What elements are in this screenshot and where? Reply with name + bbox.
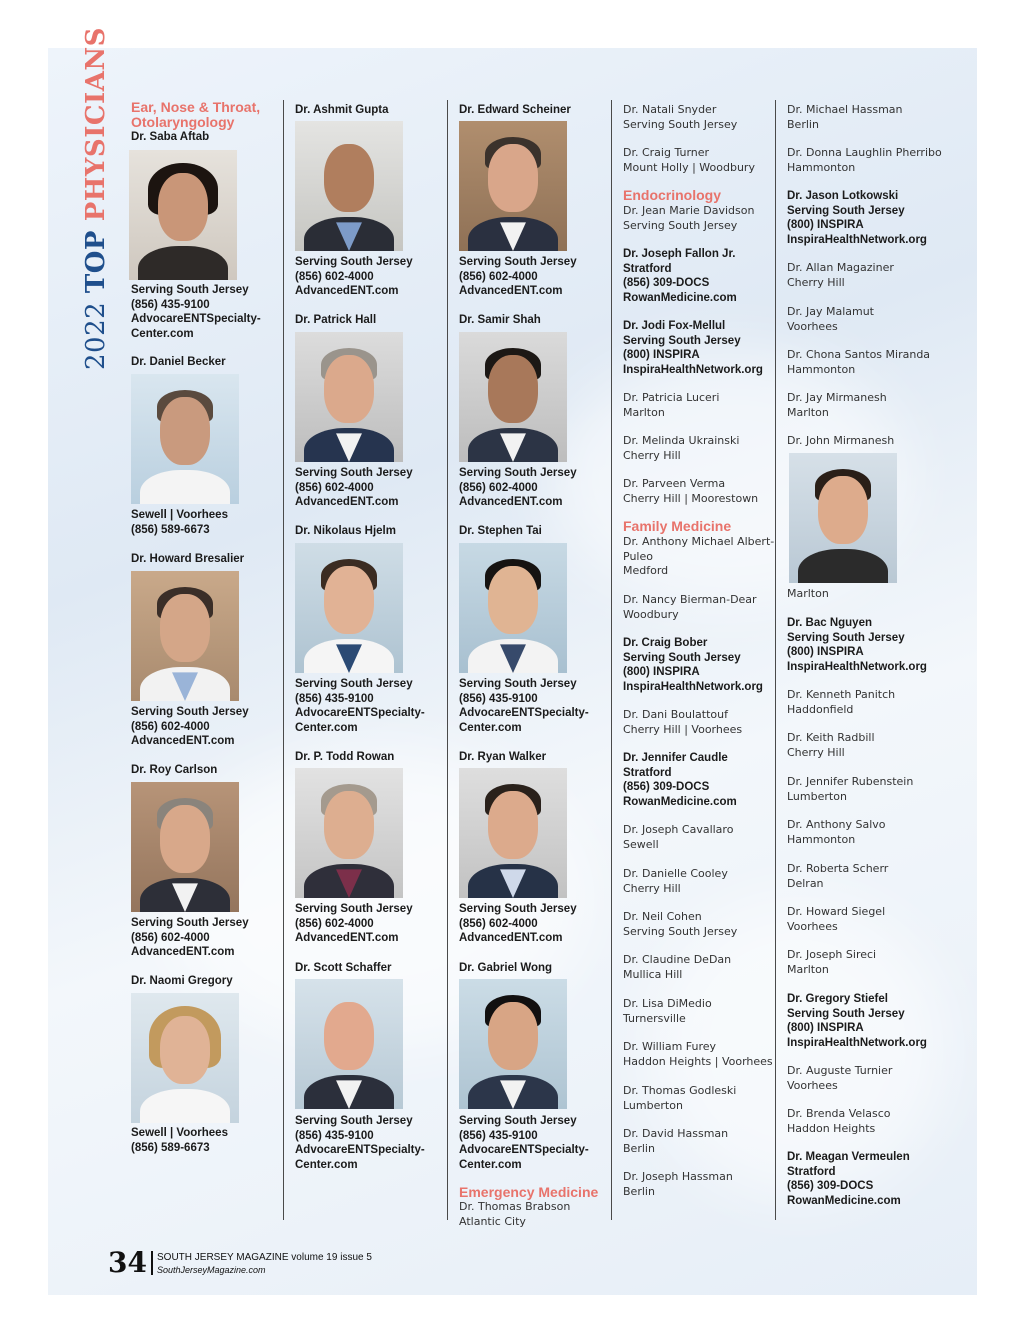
footer-url: SouthJerseyMagazine.com: [157, 1265, 266, 1275]
physician-name: Dr. Saba Aftab: [131, 131, 210, 143]
physician-photo: [131, 993, 239, 1123]
physician-entry: Dr. Roberta Scherr Delran: [787, 862, 889, 890]
physician-details: Serving South Jersey (856) 602-4000 AdvancedENT.com: [459, 467, 577, 508]
physician-entry: Dr. Claudine DeDan Mullica Hill: [623, 953, 732, 981]
physician-entry: Dr. Dani Boulattouf Cherry Hill | Voorhees: [623, 708, 743, 736]
physician-photo: [459, 543, 567, 673]
specialty-heading-ent: Ear, Nose & Throat, Otolaryngology: [131, 99, 261, 130]
physician-entry: [459, 961, 614, 976]
physician-entry: Dr. Auguste Turnier Voorhees: [787, 1064, 893, 1092]
physician-photo: [295, 332, 403, 462]
physician-details: Serving South Jersey (856) 435-9100 AdvocareENTSpecialty- Center.com: [131, 284, 261, 340]
physician-entry: Dr. Donna Laughlin Pherribo Hammonton: [787, 146, 942, 174]
physician-name: Dr. Samir Shah: [459, 314, 541, 326]
physician-entry: Dr. Thomas Godleski Lumberton: [623, 1084, 737, 1112]
physician-entry: Dr. Brenda Velasco Haddon Heights: [787, 1107, 891, 1135]
physician-details: Serving South Jersey (856) 435-9100 AdvocareENTSpecialty- Center.com: [295, 1115, 425, 1171]
physician-photo: [295, 768, 403, 898]
physician-entry: [131, 974, 286, 989]
physician-entry: Dr. David Hassman Berlin: [623, 1127, 729, 1155]
physician-entry: Dr. Craig Bober Serving South Jersey (800) INSPIRA InspiraHealthNetwork.org: [623, 637, 763, 693]
physician-entry: Dr. Chona Santos Miranda Hammonton: [787, 348, 931, 376]
physician-entry: [787, 434, 942, 449]
physician-details: Marlton: [787, 587, 829, 600]
physician-name: Dr. Daniel Becker: [131, 356, 226, 368]
physician-entry: Dr. Jennifer Caudle Stratford (856) 309-DOCS RowanMedicine.com: [623, 752, 737, 808]
physician-photo: [129, 150, 237, 280]
physician-entry: Dr. Nancy Bierman-Dear Woodbury: [623, 593, 757, 621]
physician-details: Serving South Jersey (856) 602-4000 AdvancedENT.com: [459, 256, 577, 297]
footer-divider: [151, 1251, 153, 1275]
physician-entry: Dr. Melinda Ukrainski Cherry Hill: [623, 434, 740, 462]
specialty-heading-emergency: Emergency Medicine: [459, 1184, 599, 1200]
physician-photo: [459, 121, 567, 251]
physician-name: Dr. Scott Schaffer: [295, 962, 392, 974]
page-number: 34: [108, 1246, 147, 1279]
physician-entry: Dr. Joseph Fallon Jr. Stratford (856) 309-DOCS RowanMedicine.com: [623, 248, 737, 304]
physician-entry: [295, 313, 450, 328]
physician-name: Dr. P. Todd Rowan: [295, 751, 395, 763]
physician-photo: [295, 121, 403, 251]
physician-photo: [131, 782, 239, 912]
physician-entry: Dr. Danielle Cooley Cherry Hill: [623, 867, 728, 895]
physician-details: Serving South Jersey (856) 602-4000 AdvancedENT.com: [295, 903, 413, 944]
physician-name: Dr. Stephen Tai: [459, 525, 542, 537]
physician-entry: Dr. William Furey Haddon Heights | Voorhees: [623, 1040, 773, 1068]
physician-name: Dr. Ryan Walker: [459, 751, 547, 763]
physician-entry: Dr. Jean Marie Davidson Serving South Jersey: [623, 204, 755, 232]
physician-photo: [789, 453, 897, 583]
physician-entry: Dr. Jason Lotkowski Serving South Jersey (800) INSPIRA InspiraHealthNetwork.org: [787, 190, 927, 246]
physician-details: Serving South Jersey (856) 602-4000 AdvancedENT.com: [131, 706, 249, 747]
physician-entry: Dr. Lisa DiMedio Turnersville: [623, 997, 712, 1025]
physician-entry: Dr. Gregory Stiefel Serving South Jersey (800) INSPIRA InspiraHealthNetwork.org: [787, 993, 927, 1049]
physician-entry: [459, 524, 614, 539]
physician-entry: Dr. Kenneth Panitch Haddonfield: [787, 688, 896, 716]
physician-entry: Dr. Joseph Cavallaro Sewell: [623, 823, 734, 851]
physician-photo: [459, 979, 567, 1109]
physician-entry: Dr. Jay Mirmanesh Marlton: [787, 391, 887, 419]
physician-entry: Dr. Craig Turner Mount Holly | Woodbury: [623, 146, 755, 174]
physician-details: Serving South Jersey (856) 602-4000 AdvancedENT.com: [295, 467, 413, 508]
physician-entry: [295, 961, 450, 976]
footer-magazine: SOUTH JERSEY MAGAZINE volume 19 issue 5: [157, 1252, 372, 1263]
physician-photo: [295, 543, 403, 673]
physician-entry: [295, 750, 450, 765]
physician-entry: Dr. Bac Nguyen Serving South Jersey (800) INSPIRA InspiraHealthNetwork.org: [787, 617, 927, 673]
physician-entry: [459, 750, 614, 765]
physician-name: Dr. Gabriel Wong: [459, 962, 553, 974]
specialty-heading-endocrinology: Endocrinology: [623, 187, 721, 203]
physician-name: Dr. Roy Carlson: [131, 764, 218, 776]
physician-details: Serving South Jersey (856) 435-9100 AdvocareENTSpecialty- Center.com: [295, 678, 425, 734]
physician-entry: Dr. Anthony Michael Albert- Puleo Medford: [623, 535, 775, 577]
physician-name: Dr. Howard Bresalier: [131, 553, 245, 565]
title-physicians: PHYSICIANS: [81, 27, 111, 222]
physician-entry: Dr. Michael Hassman Berlin: [787, 103, 903, 131]
physician-details: Serving South Jersey (856) 435-9100 AdvocareENTSpecialty- Center.com: [459, 678, 589, 734]
physician-name: Dr. John Mirmanesh: [787, 434, 895, 447]
specialty-heading-family-medicine: Family Medicine: [623, 518, 732, 534]
physician-entry: Dr. Howard Siegel Voorhees: [787, 905, 886, 933]
physician-entry: Dr. Natali Snyder Serving South Jersey: [623, 103, 738, 131]
column-divider: [283, 100, 284, 1220]
physician-details: Sewell | Voorhees (856) 589-6673: [131, 509, 228, 536]
physician-entry: Dr. Jodi Fox-Mellul Serving South Jersey (800) INSPIRA InspiraHealthNetwork.org: [623, 320, 763, 376]
physician-name: Dr. Ashmit Gupta: [295, 104, 389, 116]
physician-entry: Dr. Parveen Verma Cherry Hill | Moorestown: [623, 477, 759, 505]
physician-entry: [131, 552, 286, 567]
physician-entry: Dr. Anthony Salvo Hammonton: [787, 818, 886, 846]
physician-details: Serving South Jersey (856) 435-9100 AdvocareENTSpecialty- Center.com: [459, 1115, 589, 1171]
physician-entry: Dr. Joseph Sireci Marlton: [787, 948, 877, 976]
physician-photo: [459, 332, 567, 462]
physician-entry: Dr. Allan Magaziner Cherry Hill: [787, 261, 894, 289]
physician-entry: Dr. Thomas Brabson Atlantic City: [459, 1200, 571, 1228]
physician-entry: Dr. Joseph Hassman Berlin: [623, 1170, 733, 1198]
physician-name: Dr. Nikolaus Hjelm: [295, 525, 396, 537]
physician-entry: [131, 130, 286, 145]
page-title: [78, 27, 114, 370]
physician-entry: [295, 524, 450, 539]
title-top: TOP: [81, 230, 111, 294]
physician-entry: [131, 355, 286, 370]
physician-entry: Dr. Patricia Luceri Marlton: [623, 391, 720, 419]
physician-details: Serving South Jersey (856) 602-4000 AdvancedENT.com: [295, 256, 413, 297]
physician-photo: [131, 571, 239, 701]
physician-entry: Dr. Jennifer Rubenstein Lumberton: [787, 775, 914, 803]
physician-details: Sewell | Voorhees (856) 589-6673: [131, 1127, 228, 1154]
physician-name: Dr. Edward Scheiner: [459, 104, 571, 116]
physician-entry: Dr. Meagan Vermeulen Stratford (856) 309-DOCS RowanMedicine.com: [787, 1151, 910, 1207]
title-year: 2022: [81, 301, 111, 370]
physician-entry: Dr. Jay Malamut Voorhees: [787, 305, 874, 333]
physician-entry: [295, 103, 450, 118]
physician-photo: [459, 768, 567, 898]
physician-photo: [295, 979, 403, 1109]
physician-details: Serving South Jersey (856) 602-4000 AdvancedENT.com: [459, 903, 577, 944]
physician-details: Serving South Jersey (856) 602-4000 AdvancedENT.com: [131, 917, 249, 958]
physician-entry: Dr. Neil Cohen Serving South Jersey: [623, 910, 738, 938]
physician-name: Dr. Naomi Gregory: [131, 975, 233, 987]
physician-entry: [131, 763, 286, 778]
physician-name: Dr. Patrick Hall: [295, 314, 377, 326]
physician-entry: Dr. Keith Radbill Cherry Hill: [787, 731, 875, 759]
physician-entry: [459, 103, 614, 118]
physician-entry: [459, 313, 614, 328]
physician-photo: [131, 374, 239, 504]
